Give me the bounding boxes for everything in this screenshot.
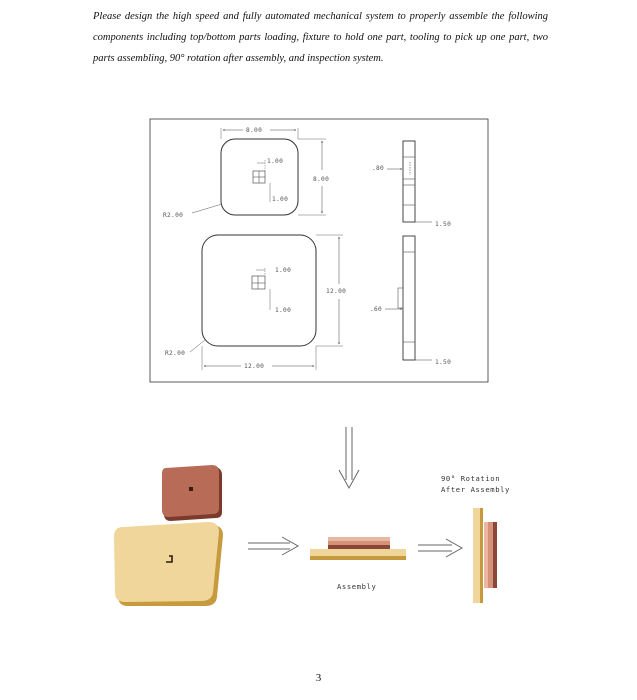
bottom-height-dim: 12.00 bbox=[326, 288, 347, 295]
right-arrow-icon bbox=[418, 539, 462, 557]
down-arrow-icon bbox=[339, 427, 359, 488]
assembly-label: Assembly bbox=[337, 582, 377, 591]
top-hole-x-dim: 1.00 bbox=[267, 158, 284, 165]
bottom-part-3d bbox=[114, 522, 223, 606]
rotation-label-line2: After Assembly bbox=[441, 485, 510, 494]
top-part-view bbox=[163, 127, 329, 219]
bottom-boss-dim: .60 bbox=[370, 306, 383, 313]
top-height-dim: 8.00 bbox=[313, 176, 330, 183]
page-number: 3 bbox=[315, 672, 322, 684]
top-part-3d bbox=[162, 465, 222, 521]
assembly-3d bbox=[310, 537, 406, 560]
problem-statement: Please design the high speed and fully automated mechanical system to properly assemble the following components including top/bottom parts loading, fixture to hold one part, tooling to pick up one part, two parts assembling, 90° rotation after assembly, and inspection system. bbox=[93, 11, 548, 64]
bottom-hole-y-dim: 1.00 bbox=[275, 307, 292, 314]
top-width-dim: 8.00 bbox=[246, 127, 263, 134]
drawing-frame bbox=[150, 119, 488, 382]
top-hole-y-dim: 1.00 bbox=[272, 196, 289, 203]
rotation-label-line1: 90° Rotation bbox=[441, 474, 501, 483]
top-radius-dim: R2.00 bbox=[163, 212, 184, 219]
bottom-part-view bbox=[165, 235, 346, 370]
top-boss-dim: .80 bbox=[372, 165, 385, 172]
top-thickness-dim: 1.50 bbox=[435, 221, 452, 228]
right-arrow-icon bbox=[248, 537, 298, 555]
top-part-side-view bbox=[372, 141, 451, 228]
bottom-hole-x-dim: 1.00 bbox=[275, 267, 292, 274]
bottom-width-dim: 12.00 bbox=[244, 363, 265, 370]
bottom-thickness-dim: 1.50 bbox=[435, 359, 452, 366]
bottom-radius-dim: R2.00 bbox=[165, 350, 186, 357]
rotated-assembly-3d bbox=[473, 508, 497, 603]
bottom-part-side-view bbox=[370, 236, 451, 366]
